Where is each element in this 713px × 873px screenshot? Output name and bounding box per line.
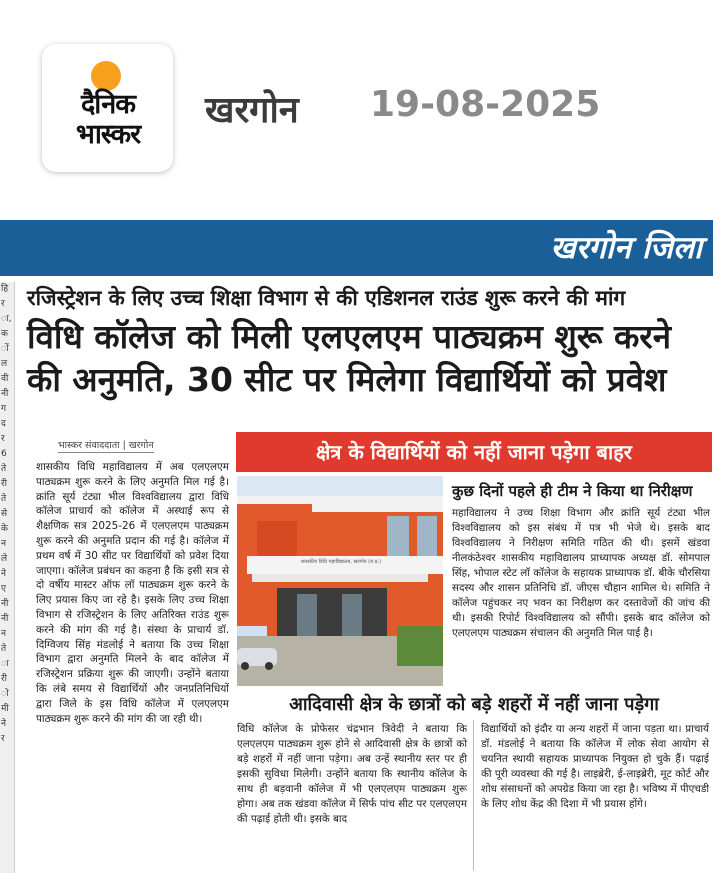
strip-fragment: ले (1, 554, 8, 564)
strip-fragment: ते (1, 464, 7, 474)
strip-fragment: ग (1, 404, 7, 414)
strip-fragment: ल (1, 359, 8, 369)
section-title: खरगोन जिला (550, 230, 702, 266)
strip-fragment: मी (1, 704, 9, 714)
strip-fragment: ने (1, 569, 6, 579)
strip-fragment: से (1, 509, 8, 519)
strip-fragment: 6 (1, 449, 7, 459)
strip-fragment: के (1, 524, 8, 534)
strip-fragment: नी (1, 599, 9, 609)
subheading-inspection: कुछ दिनों पहले ही टीम ने किया था निरीक्षण (452, 482, 693, 500)
strip-fragment: द (1, 419, 6, 429)
cropped-column-strip (0, 282, 15, 873)
strip-fragment: ए (1, 584, 6, 594)
strip-fragment: ा (1, 659, 9, 669)
strip-fragment: ने (1, 719, 6, 729)
strip-fragment: नी (1, 389, 9, 399)
strip-fragment: वी (1, 374, 9, 384)
strip-fragment: ते (1, 494, 7, 504)
building-illustration (237, 476, 443, 686)
strip-fragment: री (1, 479, 8, 489)
byline: भास्कर संवाददाता | खरगोन (58, 440, 154, 451)
strip-fragment: ों (1, 344, 9, 354)
column-divider (473, 720, 474, 870)
red-heading: क्षेत्र के विद्यार्थियों को नहीं जाना पड़ेगा बाहर (316, 440, 632, 464)
article-body-left: शासकीय विधि महाविद्यालय में अब एलएलएम पाठ्यक्रम शुरू करने के लिए अनुमति मिल गई है। क्रांति सूर्य टंट्या भील विश्वविद्यालय द्वारा विधि कॉलेज प्राचार्य को कॉलेज में अस्थाई रूप से शैक्षणिक सत्र 2025-26 में एलएलएम पाठ्यक्रम शुरू करने की अनुमति प्रदान की गई है। कॉलेज में प्रथम वर्ष में 30 सीट पर विद्यार्थियों को प्रवेश दिया जाएगा। कॉलेज प्रबंधन का कहना है कि इसी सत्र से दो वर्षीय मास्टर ऑफ लॉ पाठ्यक्रम शुरू करने के लिए प्रयास किए जा रहे है। इसके लिए उच्च शिक्षा विभाग से रजिस्ट्रेशन के लिए अतिरिक्त राउंड शुरू करने की मांग की गई है। संस्था के प्राचार्य डॉ. दिग्विजय सिंह मंडलोई ने बताया कि उच्च शिक्षा विभाग द्वारा अनुमति मिलने के बाद कॉलेज में रजिस्ट्रेशन प्रक्रिया शुरू की जाएगी। उन्होंने बताया कि लंबे समय से विद्यार्थियों और जनप्रतिनिधियों द्वारा जिले के इस विधि कॉलेज में एलएलएम पाठ्यक्रम शुरू करने की मांग की जा रही थी। (36, 461, 229, 725)
strip-fragment: न (1, 539, 6, 549)
article-headline: विधि कॉलेज को मिली एलएलएम पाठ्यक्रम शुरू करने की अनुमति, 30 सीट पर मिलेगा विद्यार्थियों को प्रवेश (27, 317, 672, 399)
strip-fragment: नी (1, 614, 9, 624)
photo-sign-text: शासकीय विधि महाविद्यालय, खरगोन (म.प्र.) (300, 559, 382, 565)
strip-fragment: र (1, 734, 5, 744)
article-body-bottom-1: विधि कॉलेज के प्रोफेसर चंद्रभान त्रिवेदी ने बताया कि एलएलएम पाठ्यक्रम शुरू होने से आदिवासी क्षेत्र के छात्रों को बड़े शहरों में नहीं जाना पड़ेगा। अब उन्हें स्थानीय स्तर पर ही इसकी सुविधा मिलेगी। उन्होंने बताया कि स्थानीय कॉलेज के साथ ही बड़वानी कॉलेज में भी एलएलएम पाठ्यक्रम शुरू होगा। अब तक खंडवा कॉलेज में सिर्फ पांच सीट पर एलएलएम की पढ़ाई होती थी। इसके बाद (237, 723, 467, 825)
strip-fragment: री (1, 674, 8, 684)
college-building-photo (237, 476, 443, 686)
strip-fragment: र (1, 434, 5, 444)
strip-fragment: ो (1, 689, 9, 699)
strip-fragment: न (1, 629, 6, 639)
newspaper-logo: दैनिक भास्कर (75, 89, 141, 150)
article-body-bottom-2: विद्यार्थियों को इंदौर या अन्य शहरों में जाना पड़ता था। प्राचार्य डॉ. मंडलोई ने बताया कि कॉलेज में लोक सेवा आयोग से चयनित स्थायी सहायक प्राध्यापक नियुक्त हो चुके हैं। पढ़ाई की पूरी व्यवस्था की गई है। लाइब्रेरी, ई-लाइब्रेरी, मूट कोर्ट और शोध संसाधनों को अपग्रेड किया जा रहा है। भविष्य में पीएचडी के लिए शोध केंद्र की दिशा में भी प्रयास होंगे। (481, 723, 709, 810)
strip-fragment: ते (1, 644, 7, 654)
article-kicker: रजिस्ट्रेशन के लिए उच्च शिक्षा विभाग से की एडिशनल राउंड शुरू करने की मांग (27, 286, 626, 310)
strip-fragment: र (1, 299, 5, 309)
strip-fragment: क (1, 329, 8, 339)
edition-city: खरगोन (205, 90, 299, 131)
edition-date: 19-08-2025 (370, 84, 601, 125)
strip-fragment: हि (1, 284, 9, 294)
sun-logo-icon (91, 61, 121, 91)
strip-fragment: ा, (1, 314, 12, 324)
article-body-right: महाविद्यालय ने उच्च शिक्षा विभाग और क्रांति सूर्य टंट्या भील विश्वविद्यालय को इस संबंध में पत्र भी भेजे थे। इसके बाद विश्वविद्यालय ने निरीक्षण समिति गठित की थी। इसमें खंडवा नीलकंठेश्वर शासकीय महाविद्यालय प्राध्यापक अध्यक्ष डॉ. सोमपाल सिंह, भोपाल स्टेट लॉ कॉलेज के सहायक प्राध्यापक डॉ. बीके चौरसिया सदस्य और शासन प्रतिनिधि डॉ. जीएस चौहान शामिल थे। समिति ने कॉलेज पहुंचकर नए भवन का निरीक्षण कर दस्तावेजों की जांच की थी। इसकी रिपोर्ट विश्वविद्यालय को सौंपी। इसके बाद कॉलेज को एलएलएम पाठ्यक्रम संचालन की अनुमति मिल पाई है। (452, 507, 710, 639)
subheading-tribal-students: आदिवासी क्षेत्र के छात्रों को बड़े शहरों में नहीं जाना पड़ेगा (289, 694, 659, 715)
